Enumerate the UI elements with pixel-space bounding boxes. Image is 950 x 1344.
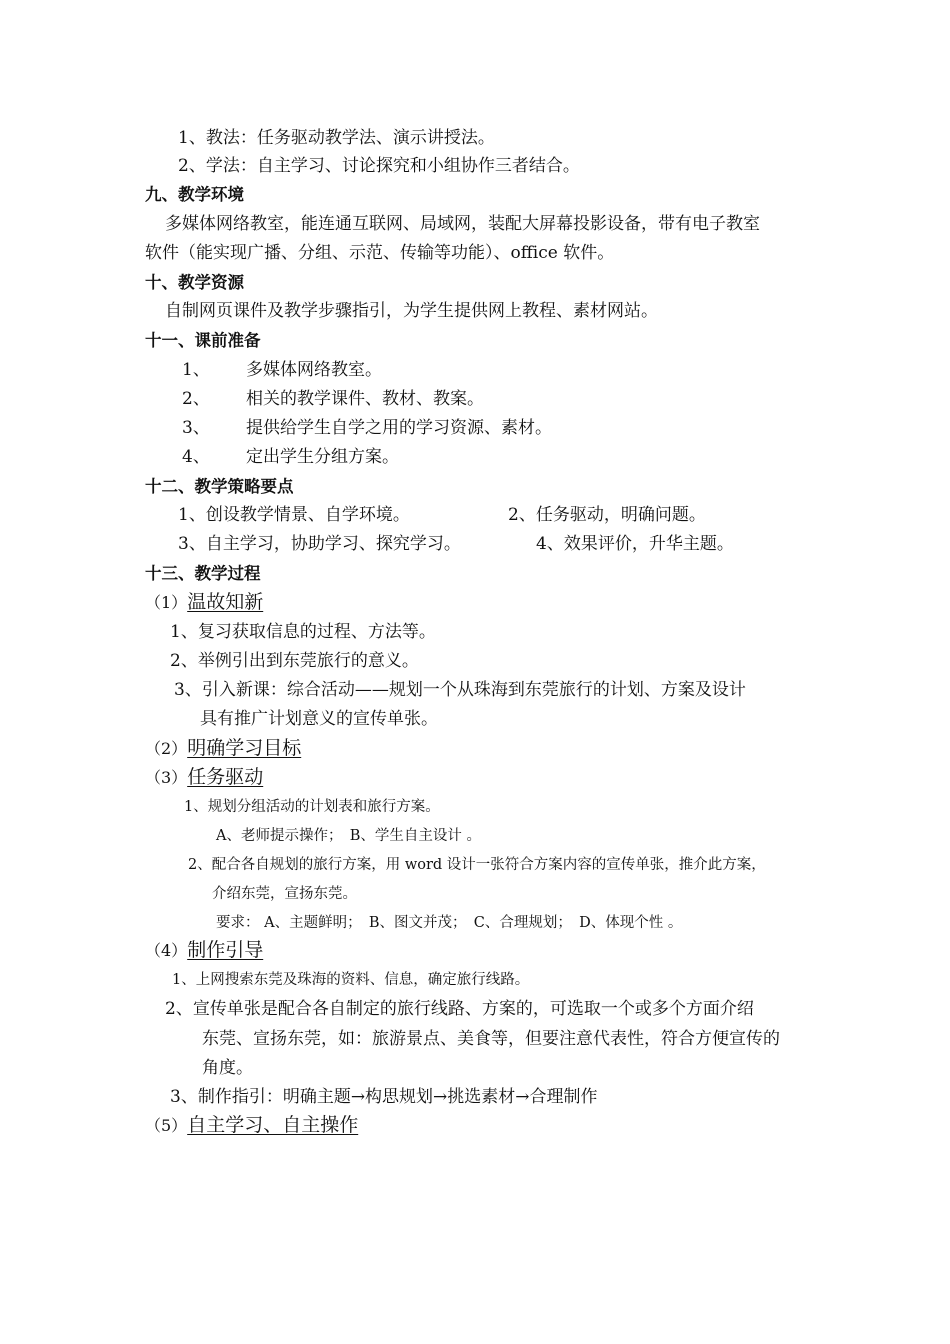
prep-item <box>182 446 399 468</box>
section-10-para: 自制网页课件及教学步骤指引，为学生提供网上教程、素材网站。 <box>165 301 658 321</box>
step-4-item: 1、上网搜索东莞及珠海的资料、信息，确定旅行线路。 <box>172 972 530 988</box>
section-11-heading: 十一、课前准备 <box>145 331 261 350</box>
step-3-requirements: 要求： A、主题鲜明； B、图文并茂； C、合理规划； D、体现个性 。 <box>216 915 683 931</box>
step-1-item: 2、举例引出到东莞旅行的意义。 <box>170 651 419 671</box>
section-9-heading: 九、教学环境 <box>145 185 244 204</box>
step-title: 明确学习目标 <box>187 737 302 759</box>
prep-item-text: 多媒体网络教室。 <box>246 360 382 380</box>
prep-item <box>182 388 484 410</box>
prep-item-number: 1、 <box>182 360 210 380</box>
step-title: 自主学习、自主操作 <box>187 1114 359 1136</box>
method-item-1: 1、教法：任务驱动教学法、演示讲授法。 <box>178 128 495 148</box>
prep-item-number: 2、 <box>182 389 210 409</box>
section-9-para-line-2: 软件（能实现广播、分组、示范、传输等功能）、office 软件。 <box>145 243 615 263</box>
step-3-item: 2、配合各自规划的旅行方案，用 word 设计一张符合方案内容的宣传单张，推介此方案， <box>188 857 766 873</box>
step-3-item: 1、规划分组活动的计划表和旅行方案。 <box>184 799 440 815</box>
strategy-item-3: 3、自主学习，协助学习、探究学习。 <box>178 534 461 554</box>
step-number: （4） <box>145 941 188 960</box>
process-step-5-title <box>145 1113 358 1138</box>
step-3-item-continued: 介绍东莞，宣扬东莞。 <box>212 886 357 902</box>
step-number: （3） <box>145 768 188 787</box>
prep-item-text: 相关的教学课件、教材、教案。 <box>246 389 484 409</box>
prep-item <box>182 417 552 439</box>
step-number: （5） <box>145 1116 188 1135</box>
step-number: （2） <box>145 739 188 758</box>
strategy-item-2: 2、任务驱动，明确问题。 <box>508 505 706 525</box>
step-1-item: 3、引入新课：综合活动——规划一个从珠海到东莞旅行的计划、方案及设计 <box>174 680 746 700</box>
process-step-3-title <box>145 765 263 790</box>
method-item-2: 2、学法：自主学习、讨论探究和小组协作三者结合。 <box>178 156 580 176</box>
step-4-item: 3、制作指引：明确主题→构思规划→挑选素材→合理制作 <box>170 1087 598 1107</box>
process-step-2-title <box>145 736 301 761</box>
section-12-heading: 十二、教学策略要点 <box>145 477 294 496</box>
prep-item-text: 提供给学生自学之用的学习资源、素材。 <box>246 418 552 438</box>
step-4-item-continued: 角度。 <box>202 1058 253 1078</box>
process-step-1-title <box>145 590 263 615</box>
step-1-item-continued: 具有推广计划意义的宣传单张。 <box>200 709 438 729</box>
prep-item-text: 定出学生分组方案。 <box>246 447 399 467</box>
step-4-item-continued: 东莞、宣扬东莞，如：旅游景点、美食等，但要注意代表性，符合方便宣传的 <box>202 1029 780 1049</box>
prep-item <box>182 359 382 381</box>
step-title: 温故知新 <box>187 591 264 613</box>
step-4-item: 2、宣传单张是配合各自制定的旅行线路、方案的，可选取一个或多个方面介绍 <box>165 999 754 1019</box>
prep-item-number: 4、 <box>182 447 210 467</box>
section-13-heading: 十三、教学过程 <box>145 564 261 583</box>
strategy-item-1: 1、创设教学情景、自学环境。 <box>178 505 410 525</box>
step-title: 任务驱动 <box>187 766 264 788</box>
step-number: （1） <box>145 593 188 612</box>
prep-item-number: 3、 <box>182 418 210 438</box>
step-title: 制作引导 <box>187 939 264 961</box>
step-3-subitem: A、老师提示操作； B、学生自主设计 。 <box>216 828 481 844</box>
strategy-item-4: 4、效果评价，升华主题。 <box>536 534 734 554</box>
section-10-heading: 十、教学资源 <box>145 273 244 292</box>
step-1-item: 1、复习获取信息的过程、方法等。 <box>170 622 436 642</box>
process-step-4-title <box>145 938 263 963</box>
section-9-para-line-1: 多媒体网络教室，能连通互联网、局域网，装配大屏幕投影设备，带有电子教室 <box>165 214 760 234</box>
